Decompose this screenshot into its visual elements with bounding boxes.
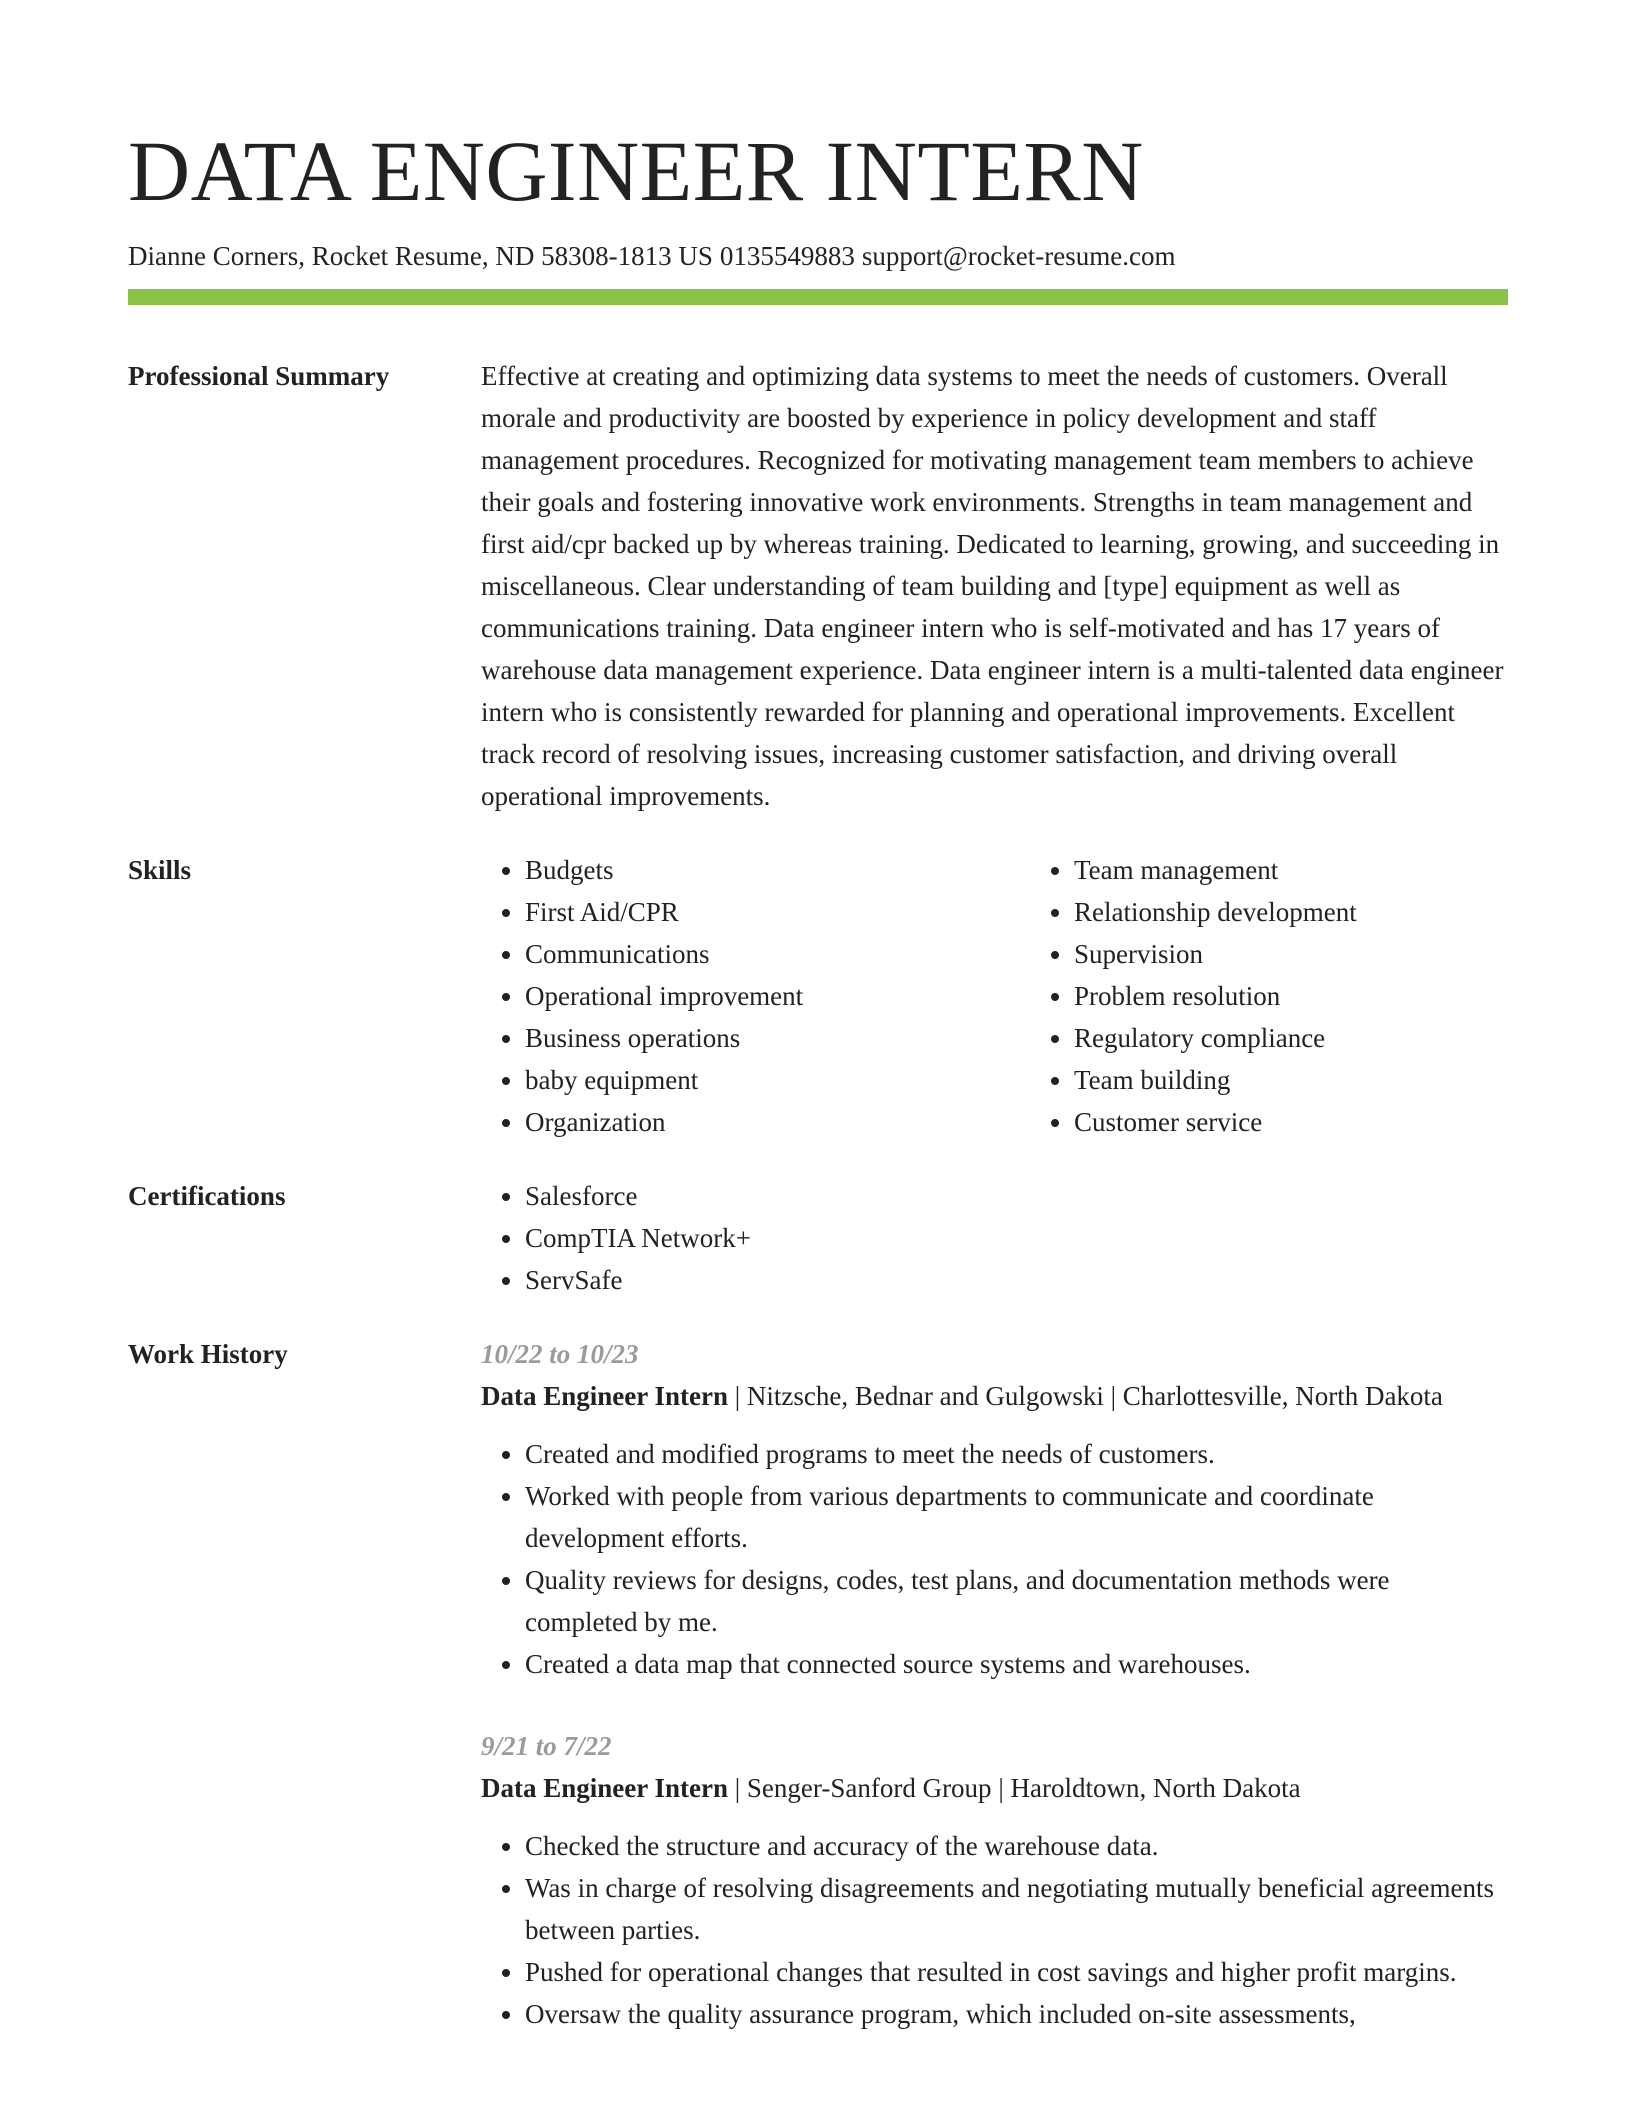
- skills-list-left: [481, 849, 1030, 1143]
- job-bullet: • Quality reviews for designs, codes, test plans, and documentation methods were completed by me.: [525, 1559, 1508, 1643]
- job-bullet: • Oversaw the quality assurance program, which included on-site assessments,: [525, 1993, 1508, 2035]
- header-divider: [128, 289, 1508, 305]
- certification-item: • CompTIA Network+: [525, 1217, 1508, 1259]
- job-bullet: • Pushed for operational changes that resulted in cost savings and higher profit margins.: [525, 1951, 1508, 1993]
- skill-item: • Problem resolution: [1074, 975, 1552, 1017]
- skill-item: • Relationship development: [1074, 891, 1552, 933]
- job-title: Data Engineer Intern: [481, 1381, 728, 1411]
- skill-item: • Business operations: [525, 1017, 1030, 1059]
- contact-phone: 0135549883: [719, 241, 855, 271]
- certifications-content: [481, 1175, 1508, 1301]
- skill-item: • Communications: [525, 933, 1030, 975]
- skills-content: [481, 849, 1508, 1143]
- job-bullet: • Worked with people from various departments to communicate and coordinate development efforts.: [525, 1475, 1508, 1559]
- contact-email: support@rocket-resume.com: [861, 241, 1176, 271]
- job-bullet: • Checked the structure and accuracy of the warehouse data.: [525, 1825, 1508, 1867]
- job-bullet: • Created and modified programs to meet the needs of customers.: [525, 1433, 1508, 1475]
- candidate-name: DATA ENGINEER INTERN: [128, 123, 1144, 219]
- summary-content: [481, 355, 1508, 817]
- section-label-skills: Skills: [128, 855, 192, 885]
- work-history-section: [128, 1333, 1508, 2075]
- job-entry: [481, 1333, 1508, 1685]
- skill-item: • Operational improvement: [525, 975, 1030, 1017]
- skill-item: • Team management: [1074, 849, 1552, 891]
- skill-item: • Team building: [1074, 1059, 1552, 1101]
- certifications-list: [481, 1175, 1508, 1301]
- job-company: Senger-Sanford Group: [746, 1773, 992, 1803]
- skill-item: • Customer service: [1074, 1101, 1552, 1143]
- certification-item: • Salesforce: [525, 1175, 1508, 1217]
- job-location: Charlottesville, North Dakota: [1122, 1381, 1443, 1411]
- contact-line: [128, 238, 1508, 274]
- section-label-summary: Professional Summary: [128, 361, 390, 391]
- job-location: Haroldtown, North Dakota: [1010, 1773, 1301, 1803]
- job-separator: |: [728, 1773, 747, 1803]
- skill-item: • Budgets: [525, 849, 1030, 891]
- job-dates: 10/22 to 10/23: [481, 1339, 639, 1369]
- job-title: Data Engineer Intern: [481, 1773, 728, 1803]
- job-separator: |: [1103, 1381, 1123, 1411]
- skills-list-right: [1030, 849, 1552, 1143]
- job-separator: |: [728, 1381, 747, 1411]
- job-heading: [481, 1375, 1508, 1417]
- skill-item: • baby equipment: [525, 1059, 1030, 1101]
- job-company: Nitzsche, Bednar and Gulgowski: [746, 1381, 1104, 1411]
- contact-address: Dianne Corners, Rocket Resume, ND 58308-1813 US: [128, 241, 713, 271]
- section-label-certifications: Certifications: [128, 1181, 286, 1211]
- professional-summary-section: [128, 355, 1508, 817]
- skill-item: • Organization: [525, 1101, 1030, 1143]
- job-entry: [481, 1725, 1508, 2035]
- skill-item: • Regulatory compliance: [1074, 1017, 1552, 1059]
- certification-item: • ServSafe: [525, 1259, 1508, 1301]
- job-bullet: • Created a data map that connected source systems and warehouses.: [525, 1643, 1508, 1685]
- job-separator: |: [991, 1773, 1011, 1803]
- skill-item: • First Aid/CPR: [525, 891, 1030, 933]
- skills-section: [128, 849, 1508, 1143]
- job-bullets: [481, 1825, 1508, 2035]
- job-heading: [481, 1767, 1508, 1809]
- resume-page: [128, 0, 1508, 2075]
- summary-text: Effective at creating and optimizing data systems to meet the needs of customers. Overall morale and productivity are boosted by experience in policy development and staff management procedures. Recognized for motivating management team members to achieve their goals and fostering innovative work environments. Strengths in team management and first aid/cpr backed up by whereas training. Dedicated to learning, growing, and succeeding in miscellaneous. Clear understanding of team building and [type] equipment as well as communications training. Data engineer intern who is self-motivated and has 17 years of warehouse data management experience. Data engineer intern is a multi-talented data engineer intern who is consistently rewarded for planning and operational improvements. Excellent track record of resolving issues, increasing customer satisfaction, and driving overall operational improvements.: [481, 361, 1504, 811]
- job-dates: 9/21 to 7/22: [481, 1731, 612, 1761]
- job-bullet: • Was in charge of resolving disagreements and negotiating mutually beneficial agreements between parties.: [525, 1867, 1508, 1951]
- skill-item: • Supervision: [1074, 933, 1552, 975]
- section-label-work: Work History: [128, 1339, 288, 1369]
- job-bullets: [481, 1433, 1508, 1685]
- work-history-content: [481, 1333, 1508, 2075]
- certifications-section: [128, 1175, 1508, 1301]
